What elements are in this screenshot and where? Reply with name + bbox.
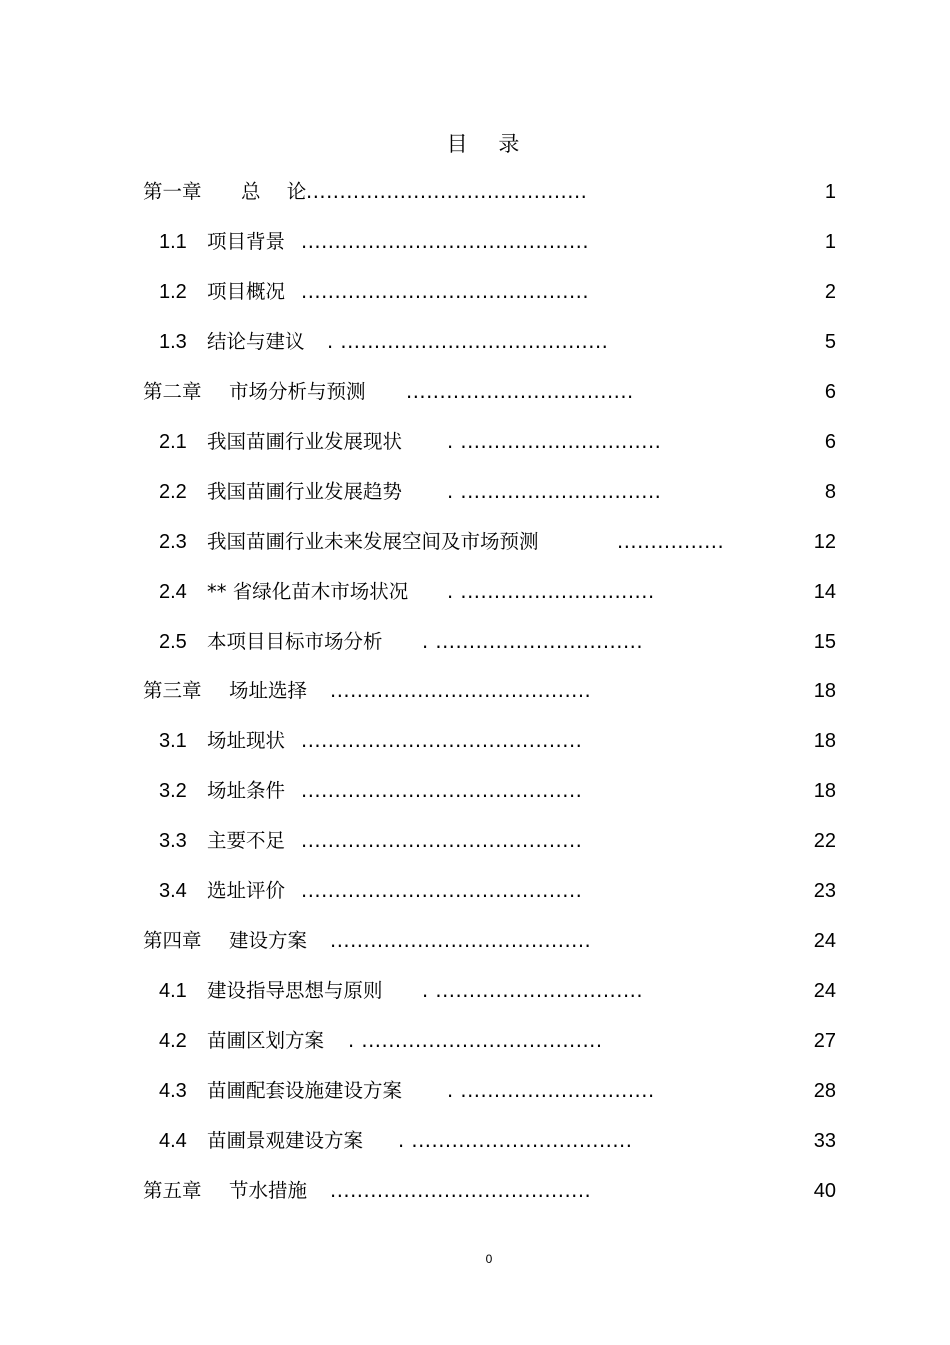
toc-section-entry[interactable] <box>0 976 950 1006</box>
dot-leader: .......................................... <box>301 779 583 802</box>
dot-leader: . .............................. <box>447 480 662 503</box>
entry-title: 苗圃景观建设方案 <box>207 1129 364 1152</box>
entry-page-number: 22 <box>813 830 836 852</box>
entry-title: 苗圃配套设施建设方案 <box>207 1079 403 1102</box>
entry-number: 第三章 <box>143 679 202 702</box>
entry-title: 场址选择 <box>229 679 308 702</box>
entry-title: 本项目目标市场分析 <box>207 630 383 653</box>
toc-chapter-entry[interactable] <box>0 377 950 407</box>
entry-page-number: 12 <box>813 531 836 553</box>
entry-page-number: 1 <box>824 231 836 253</box>
entry-page-number: 2 <box>824 281 836 303</box>
dot-leader: . ................................. <box>398 1129 633 1152</box>
toc-section-entry[interactable] <box>0 527 950 557</box>
toc-section-entry[interactable] <box>0 627 950 657</box>
toc-section-entry[interactable] <box>0 577 950 607</box>
entry-number: 2.2 <box>159 481 187 503</box>
toc-section-entry[interactable] <box>0 277 950 307</box>
dot-leader: ....................................... <box>330 929 592 952</box>
entry-number: 2.4 <box>159 581 187 603</box>
entry-number: 1.1 <box>159 231 187 253</box>
entry-number: 1.3 <box>159 331 187 353</box>
entry-title: 苗圃区划方案 <box>207 1029 325 1052</box>
entry-number: 2.5 <box>159 631 187 653</box>
dot-leader: . ........................................ <box>327 330 609 353</box>
entry-number: 2.3 <box>159 531 187 553</box>
entry-number: 3.2 <box>159 780 187 802</box>
toc-chapter-entry[interactable] <box>0 676 950 706</box>
entry-page-number: 1 <box>824 181 836 203</box>
dot-leader: . ............................. <box>447 580 655 603</box>
dot-leader: . .............................. <box>447 430 662 453</box>
entry-title: 场址现状 <box>207 729 286 752</box>
entry-title: 我国苗圃行业发展趋势 <box>207 480 403 503</box>
toc-section-entry[interactable] <box>0 776 950 806</box>
entry-number: 第四章 <box>143 929 202 952</box>
page-number: 0 <box>485 1252 493 1266</box>
entry-title: 结论与建议 <box>207 330 305 353</box>
entry-page-number: 23 <box>813 880 836 902</box>
entry-title: 项目背景 <box>207 230 286 253</box>
entry-title: 建设方案 <box>229 929 308 952</box>
toc-section-entry[interactable] <box>0 1126 950 1156</box>
entry-title: ** 省绿化苗木市场状况 <box>207 580 409 603</box>
toc-section-entry[interactable] <box>0 427 950 457</box>
entry-title: 项目概况 <box>207 280 286 303</box>
entry-page-number: 8 <box>824 481 836 503</box>
toc-section-entry[interactable] <box>0 227 950 257</box>
entry-title: 建设指导思想与原则 <box>207 979 383 1002</box>
toc-title: 目 录 <box>446 132 532 156</box>
toc-section-entry[interactable] <box>0 1026 950 1056</box>
dot-leader: . ............................... <box>422 979 644 1002</box>
entry-page-number: 24 <box>813 980 836 1002</box>
entry-number: 3.1 <box>159 730 187 752</box>
toc-chapter-entry[interactable] <box>0 1176 950 1206</box>
entry-title: 我国苗圃行业发展现状 <box>207 430 403 453</box>
toc-section-entry[interactable] <box>0 876 950 906</box>
dot-leader: ................ <box>617 530 725 553</box>
entry-number: 4.4 <box>159 1130 187 1152</box>
toc-section-entry[interactable] <box>0 726 950 756</box>
dot-leader: .......................................... <box>306 180 588 203</box>
entry-page-number: 18 <box>813 680 836 702</box>
entry-title: 我国苗圃行业未来发展空间及市场预测 <box>207 530 539 553</box>
entry-page-number: 5 <box>824 331 836 353</box>
dot-leader: ....................................... <box>330 679 592 702</box>
entry-number: 4.1 <box>159 980 187 1002</box>
entry-title: 选址评价 <box>207 879 286 902</box>
dot-leader: ........................................... <box>301 230 590 253</box>
entry-title: 市场分析与预测 <box>229 380 366 403</box>
entry-page-number: 14 <box>813 581 836 603</box>
entry-page-number: 27 <box>813 1030 836 1052</box>
entry-page-number: 33 <box>813 1130 836 1152</box>
dot-leader: . ............................... <box>422 630 644 653</box>
entry-number: 2.1 <box>159 431 187 453</box>
entry-page-number: 18 <box>813 780 836 802</box>
entry-number: 3.3 <box>159 830 187 852</box>
entry-page-number: 24 <box>813 930 836 952</box>
toc-section-entry[interactable] <box>0 477 950 507</box>
entry-title: 场址条件 <box>207 779 286 802</box>
dot-leader: .......................................... <box>301 729 583 752</box>
entry-number: 4.3 <box>159 1080 187 1102</box>
dot-leader: . ............................. <box>447 1079 655 1102</box>
entry-page-number: 15 <box>813 631 836 653</box>
toc-section-entry[interactable] <box>0 1076 950 1106</box>
dot-leader: .......................................... <box>301 829 583 852</box>
toc-section-entry[interactable] <box>0 826 950 856</box>
toc-chapter-entry[interactable] <box>0 926 950 956</box>
entry-page-number: 6 <box>824 431 836 453</box>
entry-number: 第一章 <box>143 180 202 203</box>
entry-number: 第二章 <box>143 380 202 403</box>
entry-title: 总 论 <box>241 180 317 203</box>
dot-leader: ........................................... <box>301 280 590 303</box>
entry-title: 主要不足 <box>207 829 286 852</box>
entry-page-number: 18 <box>813 730 836 752</box>
toc-chapter-entry[interactable] <box>0 177 950 207</box>
entry-page-number: 6 <box>824 381 836 403</box>
entry-number: 4.2 <box>159 1030 187 1052</box>
entry-number: 第五章 <box>143 1179 202 1202</box>
entry-number: 1.2 <box>159 281 187 303</box>
entry-page-number: 40 <box>813 1180 836 1202</box>
toc-section-entry[interactable] <box>0 327 950 357</box>
dot-leader: .......................................... <box>301 879 583 902</box>
entry-page-number: 28 <box>813 1080 836 1102</box>
dot-leader: .................................. <box>406 380 634 403</box>
dot-leader: . .................................... <box>348 1029 603 1052</box>
entry-title: 节水措施 <box>229 1179 308 1202</box>
entry-number: 3.4 <box>159 880 187 902</box>
dot-leader: ....................................... <box>330 1179 592 1202</box>
